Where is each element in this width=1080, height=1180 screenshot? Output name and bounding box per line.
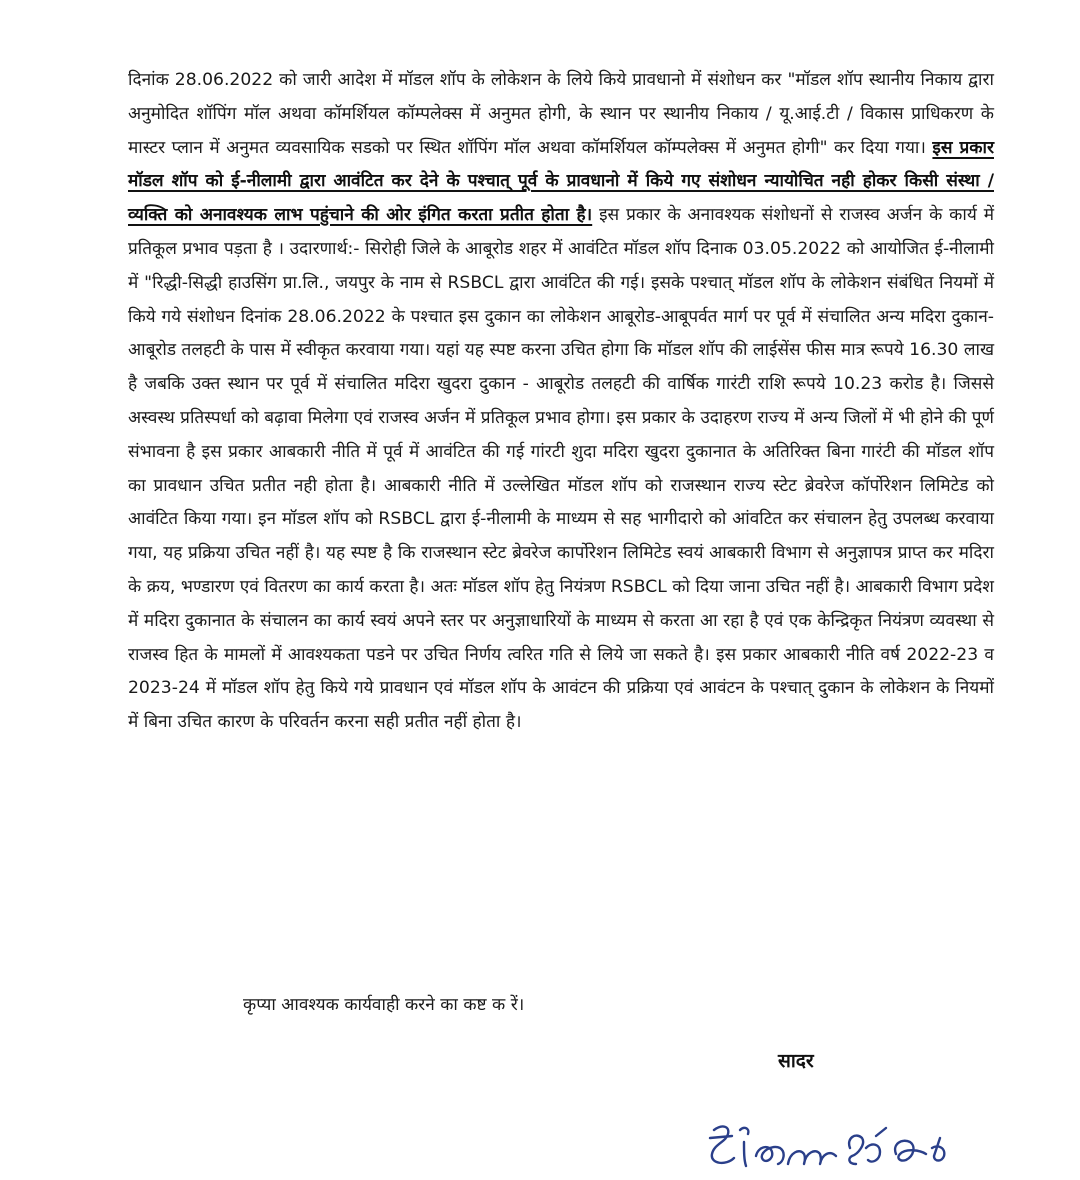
closing-salutation: सादर — [778, 1050, 814, 1072]
handwritten-signature — [700, 1108, 960, 1176]
body-text-continuation: इस प्रकार के अनावश्यक संशोधनों से राजस्व अर्जन के कार्य में प्रतिकूल प्रभाव पड़ता है । उदारणार्थ:- सिरोही जिले के आबूरोड शहर में आवंटित मॉडल शॉप दिनाक 03.05.2022 को आयोजित ई-नीलामी में "रिद्धी-सिद्धी हाउसिंग प्रा.लि., जयपुर के नाम से RSBCL द्वारा आवंटित की गई। इसके पश्चात् मॉडल शॉप के लोकेशन संबंधित नियमों में किये गये संशोधन दिनांक 28.06.2022 के पश्चात इस दुकान का लोकेशन आबूरोड-आबूपर्वत मार्ग पर पूर्व में संचालित अन्य मदिरा दुकान-आबूरोड तलहटी के पास में स्वीकृत करवाया गया। यहां यह स्पष्ट करना उचित होगा कि मॉडल शॉप की लाईसेंस फीस मात्र रूपये 16.30 लाख है जबकि उक्त स्थान पर पूर्व में संचालित मदिरा खुदरा दुकान - आबूरोड तलहटी की वार्षिक गारंटी राशि रूपये 10.23 करोड है। जिससे अस्वस्थ प्रतिस्पर्धा को बढ़ावा मिलेगा एवं राजस्व अर्जन में प्रतिकूल प्रभाव होगा। इस प्रकार के उदाहरण राज्य में अन्य जिलों में भी होने की पूर्ण संभावना है इस प्रकार आबकारी नीति में पूर्व में आवंटित की गई गांरटी शुदा मदिरा खुदरा दुकानात के अतिरिक्त बिना गारंटी की मॉडल शॉप का प्रावधान उचित प्रतीत नही होता है। आबकारी नीति में उल्लेखित मॉडल शॉप को राजस्थान राज्य स्टेट ब्रेवरेज कॉर्पोरेशन लिमिटेड को आवंटित किया गया। इन मॉडल शॉप को RSBCL द्वारा ई-नीलामी के माध्यम से सह भागीदारो को आंवटित कर संचालन हेतु उपलब्ध करवाया गया, यह प्रक्रिया उचित नहीं है। यह स्पष्ट है कि राजस्थान स्टेट ब्रेवरेज कार्पोरेशन लिमिटेड स्वयं आबकारी विभाग से अनुज्ञापत्र प्राप्त कर मदिरा के क्रय, भण्डारण एवं वितरण का कार्य करता है। अतः मॉडल शॉप हेतु नियंत्रण RSBCL को दिया जाना उचित नहीं है। आबकारी विभाग प्रदेश में मदिरा दुकानात के संचालन का कार्य स्वयं अपने स्तर पर अनुज्ञाधारियों के माध्यम से करता आ रहा है एवं एक केन्द्रिकृत नियंत्रण व्यवस्था से राजस्व हित के मामलों में आवश्यकता पडने पर उचित निर्णय त्वरित गति से लिये जा सकते है। इस प्रकार आबकारी नीति वर्ष 2022-23 व 2023-24 में मॉडल शॉप हेतु किये गये प्रावधान एवं मॉडल शॉप के आवंटन की प्रक्रिया एवं आवंटन के पश्चात् दुकान के लोकेशन के नियमों में बिना उचित कारण के परिवर्तन करना सही प्रतीत नहीं होता है। — [128, 205, 994, 733]
body-text-intro: दिनांक 28.06.2022 को जारी आदेश में मॉडल शॉप के लोकेशन के लिये किये प्रावधानो में संशोधन कर "मॉडल शॉप स्थानीय निकाय द्वारा अनुमोदित शॉपिंग मॉल अथवा कॉमर्शियल कॉम्पलेक्स में अनुमत होगी, के स्थान पर स्थानीय निकाय / यू.आई.टी / विकास प्राधिकरण के मास्टर प्लान में अनुमत व्यवसायिक सडको पर स्थित शॉपिंग मॉल अथवा कॉमर्शियल कॉम्पलेक्स में अनुमत होगी" कर दिया गया। — [128, 70, 994, 158]
action-request-line: कृप्या आवश्यक कार्यवाही करने का कष्ट क रें। — [243, 995, 525, 1015]
letter-body-paragraph — [128, 64, 994, 740]
body-text-emphasis: इस प्रकार मॉडल शॉप को ई-नीलामी द्वारा आवंटित कर देने के पश्चात् पूर्व के प्रावधानो में किये गए संशोधन न्यायोचित नही होकर किसी संस्था / व्यक्ति को अनावश्यक लाभ पहुंचाने की ओर इंगित करता प्रतीत होता है। — [128, 137, 994, 226]
